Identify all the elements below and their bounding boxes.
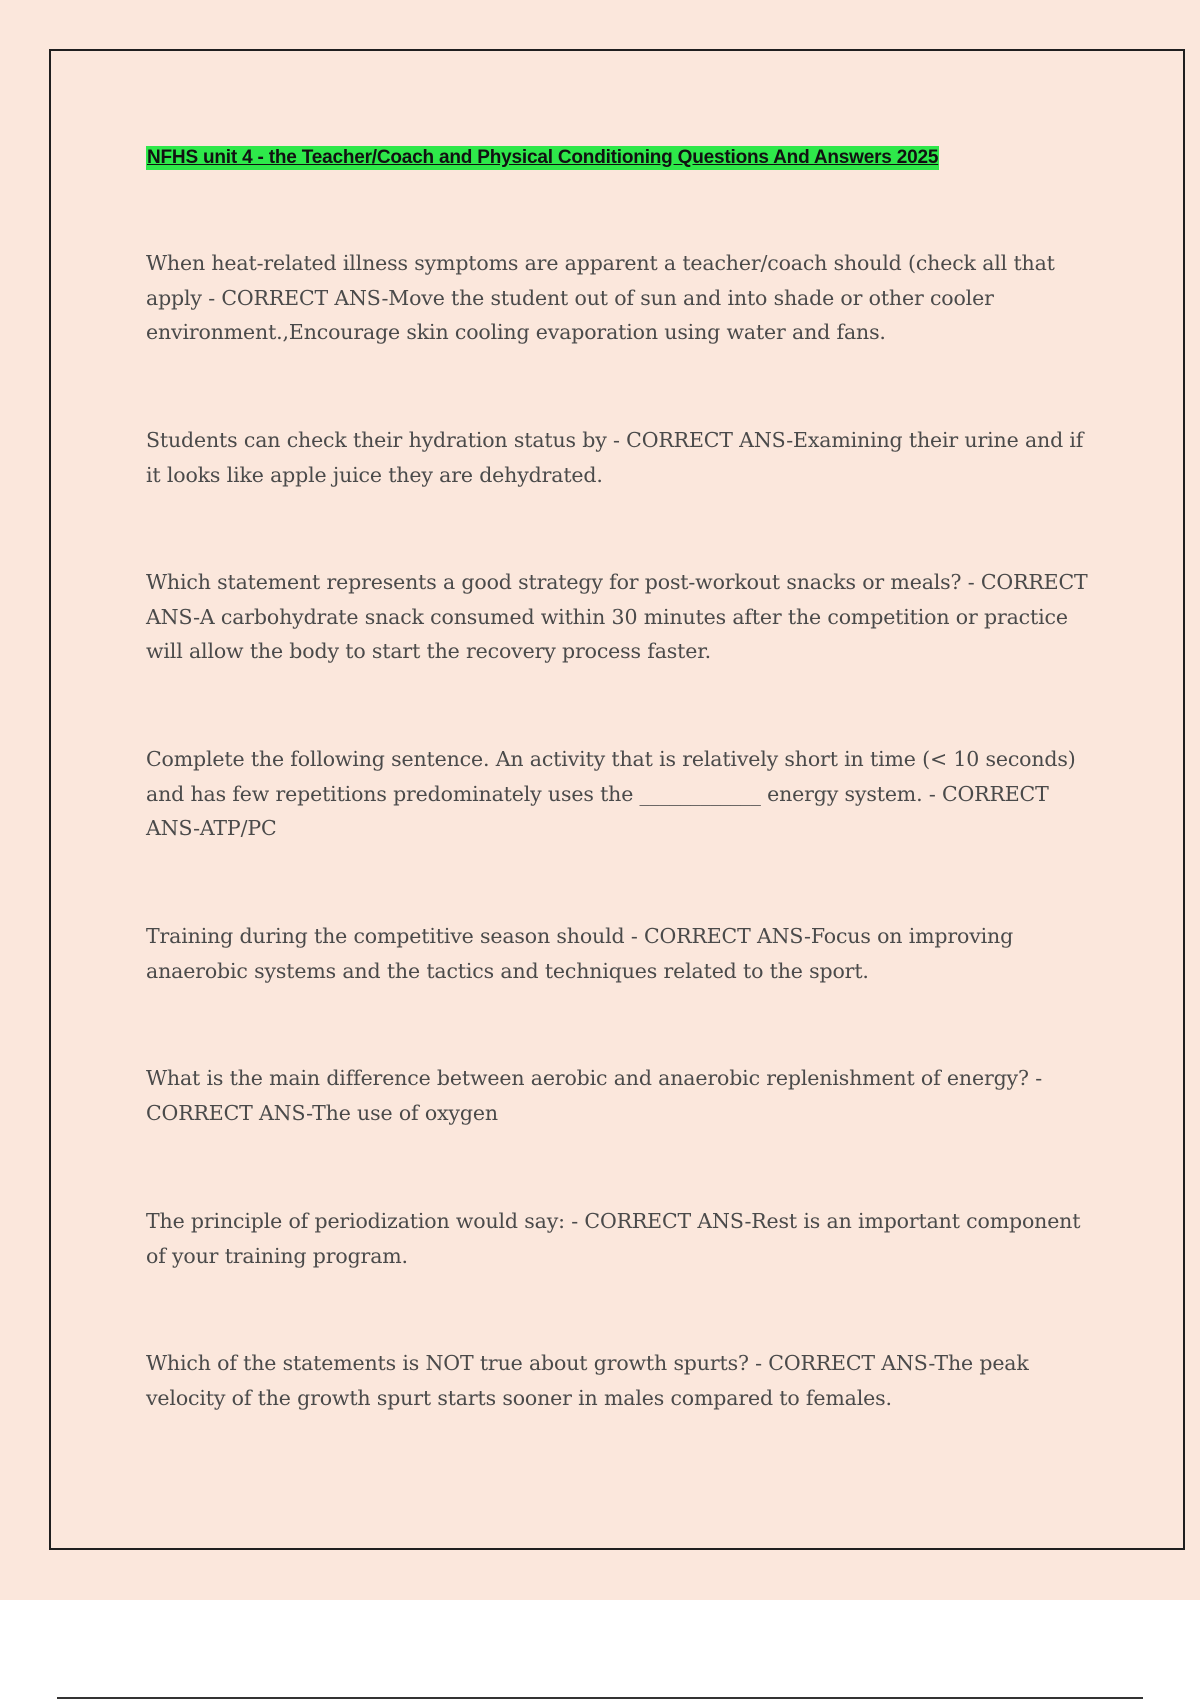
document-title: NFHS unit 4 - the Teacher/Coach and Physical Conditioning Questions And Answers 2025 [147, 147, 939, 168]
qa-entry-1: When heat-related illness symptoms are apparent a teacher/coach should (check all that apply - CORRECT ANS-Move the student out of sun and into shade or other cooler environment.,Encourage skin cooling evaporation using water and fans. [146, 251, 1055, 344]
qa-entry-5: Training during the competitive season should - CORRECT ANS-Focus on improving anaerobic systems and the tactics and techniques related to the sport. [146, 924, 1014, 983]
qa-entry-4: Complete the following sentence. An activity that is relatively short in time (< 10 seconds) and has few repetitions predominately uses the ____________ energy system. - CORRECT ANS-ATP/PC [146, 747, 1076, 840]
qa-entry-7: The principle of periodization would say: - CORRECT ANS-Rest is an important component of your training program. [146, 1209, 1081, 1268]
qa-entry-6: What is the main difference between aerobic and anaerobic replenishment of energy? - CORRECT ANS-The use of oxygen [146, 1066, 1042, 1125]
qa-entry-2: Students can check their hydration status by - CORRECT ANS-Examining their urine and if it looks like apple juice they are dehydrated. [146, 428, 1084, 487]
qa-entry-3: Which statement represents a good strategy for post-workout snacks or meals? - CORRECT ANS-A carbohydrate snack consumed within 30 minutes after the competition or practice will allow the body to start the recovery process faster. [146, 570, 1088, 663]
qa-entry-8: Which of the statements is NOT true about growth spurts? - CORRECT ANS-The peak velocity of the growth spurt starts sooner in males compared to females. [146, 1351, 1029, 1410]
footer-rule [57, 1697, 1143, 1699]
